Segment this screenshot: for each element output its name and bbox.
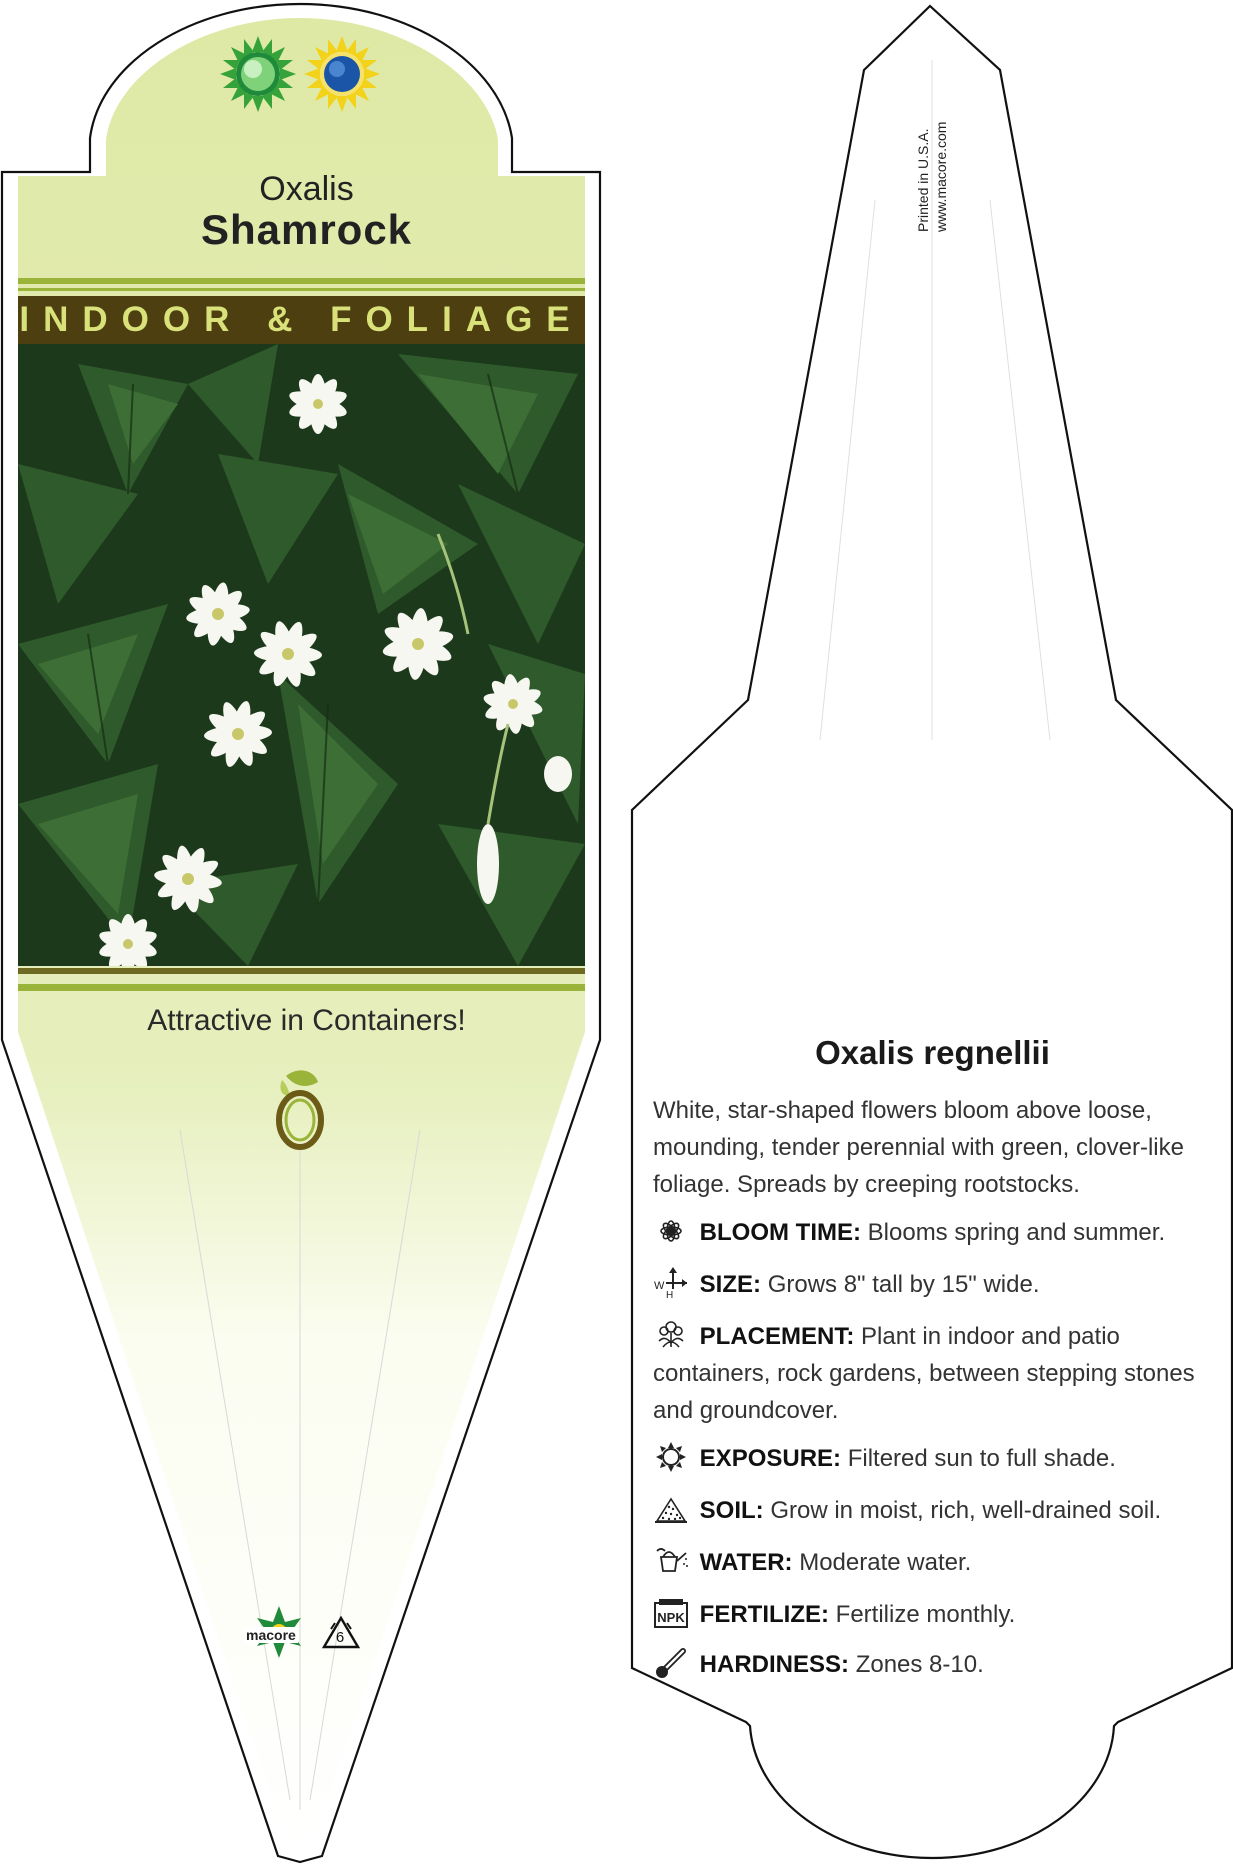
- plant-icon: [653, 1319, 693, 1351]
- care-text: Moderate water.: [799, 1549, 972, 1576]
- care-text: Plant in indoor and patio containers, rock gardens, between stepping stones and groundcover.: [653, 1323, 1195, 1424]
- recycle-number: 6: [335, 1629, 345, 1646]
- care-label: FERTILIZE:: [699, 1601, 829, 1628]
- care-row-placement: [653, 1318, 1223, 1429]
- care-row-soil: [653, 1492, 1223, 1529]
- care-text: Grow in moist, rich, well-drained soil.: [770, 1497, 1162, 1524]
- soil-icon: [653, 1493, 693, 1525]
- care-row-hardiness: [653, 1646, 1223, 1683]
- care-row-bloom-time: [653, 1214, 1223, 1251]
- size-icon: [653, 1267, 693, 1299]
- print-credit: [914, 122, 950, 232]
- care-text: Filtered sun to full shade.: [847, 1445, 1116, 1472]
- care-label: WATER:: [699, 1549, 793, 1576]
- plant-description: White, star-shaped flowers bloom above loose, mounding, tender perennial with green, clover-like foliage. Spreads by creeping rootstocks.: [653, 1097, 1184, 1198]
- print-credit-country: Printed in U.S.A.: [915, 128, 931, 232]
- variety-name: Shamrock: [200, 206, 413, 253]
- care-label: EXPOSURE:: [699, 1445, 842, 1472]
- watering-can-icon: [653, 1545, 693, 1577]
- svg-text:H: H: [666, 1290, 674, 1299]
- care-label: PLACEMENT:: [699, 1323, 855, 1350]
- care-label: HARDINESS:: [699, 1651, 850, 1678]
- macore-logo-label: macore: [246, 1627, 296, 1643]
- care-text: Blooms spring and summer.: [867, 1219, 1166, 1246]
- common-name: Oxalis: [259, 170, 354, 208]
- care-row-water: [653, 1544, 1223, 1581]
- fertilizer-icon-text: NPK: [657, 1610, 685, 1625]
- flower-icon: [653, 1215, 693, 1247]
- thermometer-icon: [653, 1647, 693, 1679]
- care-row-fertilize: [653, 1596, 1223, 1633]
- svg-text:W: W: [654, 1280, 665, 1292]
- care-label: SIZE:: [699, 1271, 762, 1298]
- sun-icon: [653, 1441, 693, 1473]
- category-banner: INDOOR & FOLIAGE: [18, 296, 585, 344]
- fertilizer-icon: [653, 1597, 693, 1629]
- care-text: Zones 8-10.: [855, 1651, 984, 1678]
- care-row-exposure: [653, 1440, 1223, 1477]
- botanical-name: Oxalis regnellii: [815, 1034, 1050, 1071]
- care-text: Grows 8" tall by 15" wide.: [767, 1271, 1040, 1298]
- print-credit-website: www.macore.com: [933, 121, 949, 232]
- tagline: Attractive in Containers!: [147, 1004, 466, 1037]
- care-text: Fertilize monthly.: [835, 1601, 1016, 1628]
- care-label: SOIL:: [699, 1497, 764, 1524]
- care-row-size: [653, 1266, 1223, 1303]
- care-label: BLOOM TIME:: [699, 1219, 861, 1246]
